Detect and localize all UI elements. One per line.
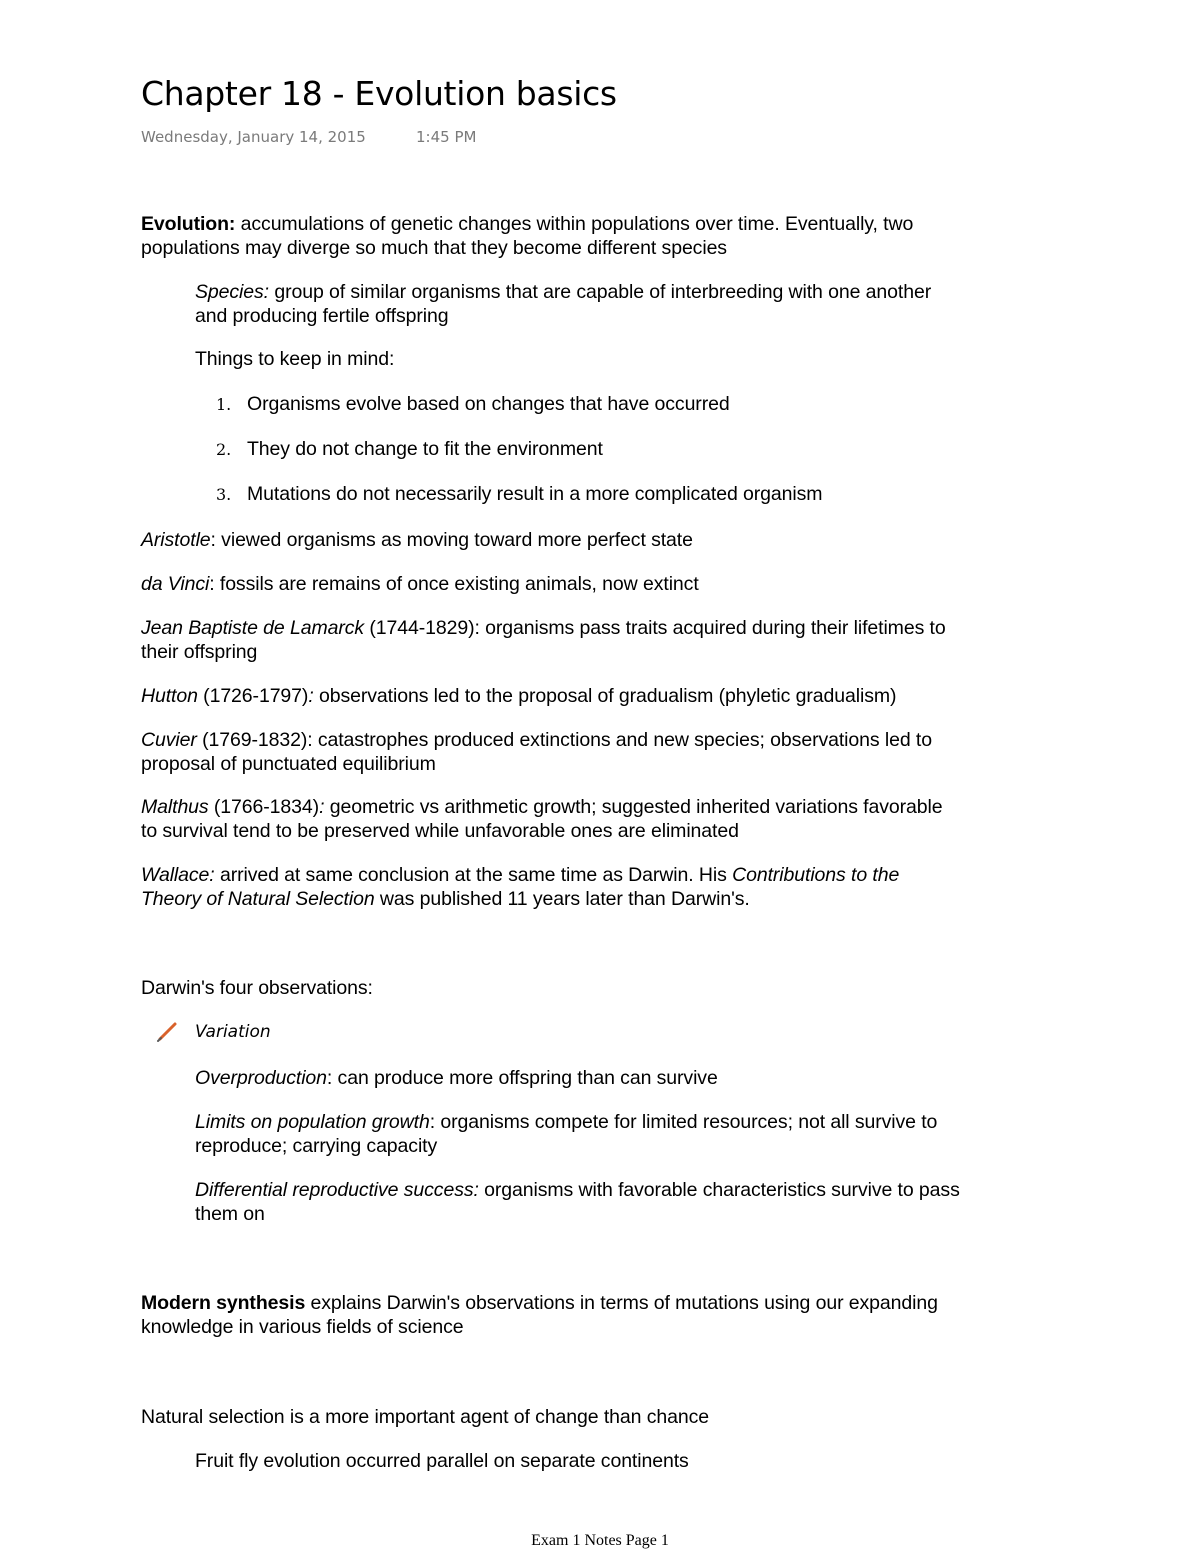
limits-term: Limits on population growth [195, 1111, 430, 1133]
wallace-text-line2: was published 11 years later than Darwin's. [374, 888, 750, 910]
evolution-text-line2: populations may diverge so much that they become different species [141, 237, 727, 259]
aristotle-entry [141, 528, 1061, 552]
aristotle-name: Aristotle [141, 529, 211, 551]
lamarck-entry [141, 616, 1061, 664]
species-text-line2: and producing fertile offspring [195, 305, 449, 327]
overproduction-entry [195, 1066, 1065, 1090]
limits-text-line1: : organisms compete for limited resources; not all survive to [429, 1111, 938, 1133]
species-text-line1: group of similar organisms that are capable of interbreeding with one another [269, 281, 932, 303]
malthus-colon: : [319, 796, 325, 818]
evolution-text-line1: accumulations of genetic changes within populations over time. Eventually, two [235, 213, 914, 235]
lamarck-text-line1: (1744-1829): organisms pass traits acquired during their lifetimes to [364, 617, 946, 639]
wallace-book-line1: Contributions to the [732, 864, 900, 886]
lamarck-text-line2: their offspring [141, 641, 258, 663]
hutton-entry [141, 684, 1061, 708]
fruit-fly-statement: Fruit fly evolution occurred parallel on separate continents [195, 1450, 689, 1472]
differential-term: Differential reproductive success: [195, 1179, 479, 1201]
list-number: 3. [216, 485, 232, 504]
page-title: Chapter 18 - Evolution basics [141, 74, 617, 113]
limits-entry [195, 1110, 1065, 1158]
species-definition [195, 280, 1065, 328]
darwin-observations-heading: Darwin's four observations: [141, 977, 373, 999]
wallace-book-line2: Theory of Natural Selection [141, 888, 375, 910]
differential-text-line1: organisms with favorable characteristics survive to pass [478, 1179, 960, 1201]
list-item: Mutations do not necessarily result in a more complicated organism [247, 483, 823, 505]
davinci-entry [141, 572, 1061, 596]
davinci-name: da Vinci [141, 573, 210, 595]
aristotle-text: : viewed organisms as moving toward more perfect state [210, 529, 693, 551]
page-date: Wednesday, January 14, 2015 [141, 128, 366, 146]
modern-synthesis-entry [141, 1291, 1061, 1339]
lamarck-name: Jean Baptiste de Lamarck [141, 617, 365, 639]
page-time: 1:45 PM [416, 128, 477, 146]
list-item: Organisms evolve based on changes that have occurred [247, 393, 730, 415]
cuvier-entry [141, 728, 1061, 776]
list-item: They do not change to fit the environment [247, 438, 603, 460]
page-timestamp [141, 128, 477, 146]
wallace-name: Wallace: [141, 864, 215, 886]
differential-entry [195, 1178, 1065, 1226]
modern-text-line1: explains Darwin's observations in terms of mutations using our expanding [305, 1292, 938, 1314]
cuvier-text-line2: proposal of punctuated equilibrium [141, 753, 436, 775]
pencil-icon [155, 1020, 179, 1044]
differential-text-line2: them on [195, 1203, 265, 1225]
hutton-name: Hutton [141, 685, 198, 707]
hutton-text: observations led to the proposal of gradualism (phyletic gradualism) [313, 685, 897, 707]
evolution-term: Evolution: [141, 213, 236, 235]
malthus-text-line1: geometric vs arithmetic growth; suggested inherited variations favorable [324, 796, 943, 818]
malthus-text-line2: to survival tend to be preserved while unfavorable ones are eliminated [141, 820, 739, 842]
modern-text-line2: knowledge in various fields of science [141, 1316, 464, 1338]
hutton-colon: : [308, 685, 314, 707]
malthus-dates: (1766-1834) [208, 796, 320, 818]
wallace-text-line1: arrived at same conclusion at the same time as Darwin. His [214, 864, 733, 886]
natural-selection-statement: Natural selection is a more important agent of change than chance [141, 1406, 710, 1428]
species-term: Species: [195, 281, 269, 303]
list-number: 1. [216, 395, 232, 414]
evolution-definition [141, 212, 1061, 260]
limits-text-line2: reproduce; carrying capacity [195, 1135, 438, 1157]
davinci-text: : fossils are remains of once existing animals, now extinct [209, 573, 699, 595]
variation-ink-note: Variation [195, 1022, 271, 1042]
malthus-entry [141, 795, 1061, 843]
overproduction-text: : can produce more offspring than can survive [326, 1067, 718, 1089]
modern-term: Modern synthesis [141, 1292, 306, 1314]
wallace-entry [141, 863, 1061, 911]
list-number: 2. [216, 440, 232, 459]
malthus-name: Malthus [141, 796, 209, 818]
overproduction-term: Overproduction [195, 1067, 327, 1089]
hutton-dates: (1726-1797) [197, 685, 309, 707]
cuvier-text-line1: (1769-1832): catastrophes produced extinctions and new species; observations led to [196, 729, 932, 751]
cuvier-name: Cuvier [141, 729, 197, 751]
page-footer: Exam 1 Notes Page 1 [531, 1532, 669, 1549]
keep-in-mind-heading: Things to keep in mind: [195, 348, 395, 370]
